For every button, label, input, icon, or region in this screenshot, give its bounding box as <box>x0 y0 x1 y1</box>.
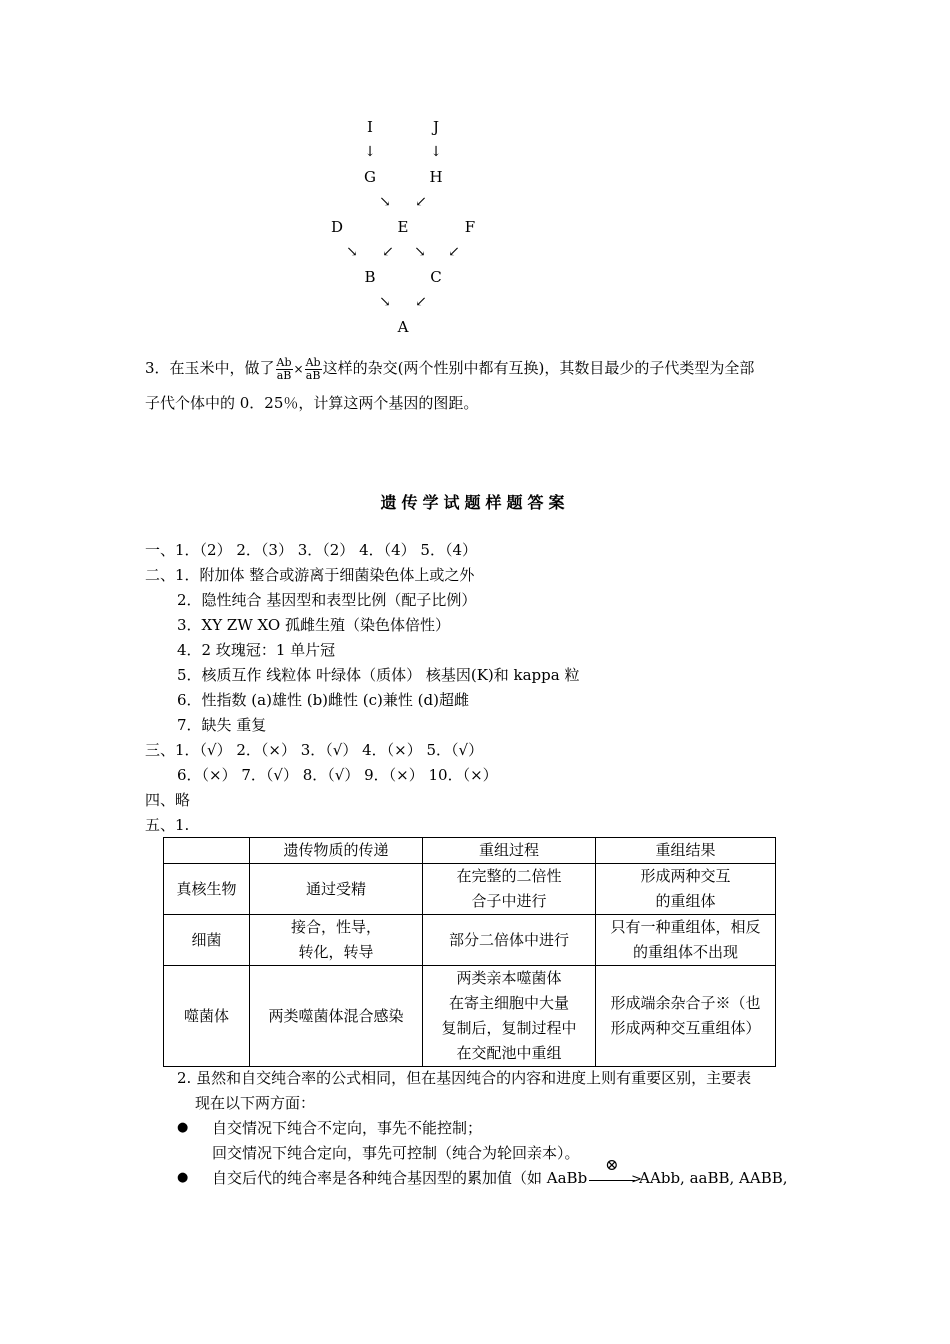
arrow-b-a: ↘ <box>379 294 391 310</box>
node-f: F <box>464 218 476 236</box>
table-cell-result <box>596 864 776 915</box>
arrow-g-e: ↘ <box>379 194 391 210</box>
q5-2-line2: 现在以下两方面： <box>195 1094 316 1112</box>
arrow-e-b: ↙ <box>382 244 394 260</box>
node-a: A <box>397 318 409 336</box>
bullet-1-line1: 自交情况下纯合不定向，事先不能控制； <box>212 1119 483 1137</box>
selfing-arrow <box>587 1155 643 1189</box>
bullet-1: ● <box>177 1120 189 1135</box>
table-cell-transfer <box>250 915 423 966</box>
table-cell-process <box>423 864 596 915</box>
section-2-line-4: 4．2 玫瑰冠：1 单片冠 <box>177 641 336 659</box>
bullet-2-suffix: AAbb, aaBB, AABB, <box>639 1169 788 1187</box>
section-2-line-7: 7．缺失 重复 <box>177 716 267 734</box>
cell-line: 的重组体不出现 <box>632 943 738 961</box>
section-2-line-2: 2．隐性纯合 基因型和表型比例（配子比例） <box>177 591 477 609</box>
cell-line: 转化，转导 <box>298 943 374 961</box>
section-1-answers: 一、1．（2） 2．（3） 3．（2） 4．（4） 5．（4） <box>145 541 478 559</box>
fraction-1 <box>276 357 293 382</box>
q3-suffix: 这样的杂交(两个性别中都有互换)，其数目最少的子代类型为全部 <box>322 359 755 377</box>
section-4: 四、略 <box>145 791 191 809</box>
fraction-2 <box>305 357 322 382</box>
table-cell-transfer <box>250 966 423 1067</box>
cell-line: 两类亲本噬菌体 <box>456 969 562 987</box>
table-header-cell: 重组结果 <box>596 838 776 864</box>
bullet-1-line2: 回交情况下纯合定向，事先可控制（纯合为轮回亲本）。 <box>212 1144 580 1162</box>
recombination-table <box>163 837 776 1067</box>
self-cross-icon: ⊗ <box>605 1155 619 1174</box>
table-cell-process <box>423 966 596 1067</box>
cell-line: 形成两种交互 <box>640 867 731 885</box>
table-cell-process <box>423 915 596 966</box>
times-sign: × <box>293 362 304 376</box>
cell-line: 部分二倍体中进行 <box>448 930 569 949</box>
node-d: D <box>330 218 344 236</box>
arrow-head-icon: > <box>631 1172 643 1187</box>
arrow-h-e: ↙ <box>415 194 427 210</box>
answers-title: 遗传学试题样题答案 <box>380 493 570 512</box>
table-cell-result <box>596 915 776 966</box>
fraction-2-numerator: Ab <box>305 355 321 369</box>
table-cell-organism: 细菌 <box>164 915 250 966</box>
table-cell-organism: 噬菌体 <box>164 966 250 1067</box>
node-g: G <box>364 168 376 186</box>
fraction-2-denominator: aB <box>305 368 321 382</box>
arrow-line <box>589 1180 635 1181</box>
question-3-line2: 子代个体中的 0．25％，计算这两个基因的图距。 <box>145 394 479 412</box>
fraction-1-denominator: aB <box>276 368 292 382</box>
arrow-f-c: ↙ <box>448 244 460 260</box>
section-3-line-1: 三、1．（√） 2．（×） 3．（√） 4．（×） 5．（√） <box>145 741 484 759</box>
node-c: C <box>430 268 442 286</box>
bullet-2-text <box>212 1155 788 1189</box>
cell-line: 在寄主细胞中大量 <box>448 994 569 1012</box>
arrow-c-a: ↙ <box>415 294 427 310</box>
cell-line: 在交配池中重组 <box>456 1044 562 1062</box>
cell-line: 复制后，复制过程中 <box>441 1019 577 1037</box>
arrow-j-h: ↓ <box>430 144 442 160</box>
node-i: I <box>367 118 373 136</box>
cell-line: 的重组体 <box>655 892 716 910</box>
section-2-line-5: 5．核质互作 线粒体 叶绿体（质体） 核基因(K)和 kappa 粒 <box>177 666 580 684</box>
cell-line: 通过受精 <box>305 879 366 898</box>
table-cell-transfer <box>250 864 423 915</box>
cell-line: 只有一种重组体，相反 <box>610 918 761 936</box>
node-j: J <box>432 118 439 136</box>
table-cell-organism: 真核生物 <box>164 864 250 915</box>
arrow-e-c: ↘ <box>414 244 426 260</box>
cell-line: 在完整的二倍性 <box>456 867 562 885</box>
section-2-line-1: 二、1．附加体 整合或游离于细菌染色体上或之外 <box>145 566 475 584</box>
node-e: E <box>397 218 409 236</box>
cell-line: 两类噬菌体混合感染 <box>268 1006 404 1025</box>
arrow-d-b: ↘ <box>346 244 358 260</box>
node-h: H <box>429 168 443 186</box>
node-b: B <box>364 268 376 286</box>
cell-line: 合子中进行 <box>471 892 547 910</box>
table-row <box>164 915 776 966</box>
arrow-i-g: ↓ <box>364 144 376 160</box>
table-header-cell: 重组过程 <box>423 838 596 864</box>
fraction-1-numerator: Ab <box>276 355 292 369</box>
table-row <box>164 966 776 1067</box>
section-5-heading: 五、1. <box>145 816 190 834</box>
table-row <box>164 864 776 915</box>
question-3-line1 <box>145 356 754 382</box>
bullet-2-prefix: 自交后代的纯合率是各种纯合基因型的累加值（如 AaBb <box>212 1169 588 1187</box>
section-2-line-3: 3．XY ZW XO 孤雌生殖（染色体倍性） <box>177 616 450 634</box>
table-header-cell: 遗传物质的传递 <box>250 838 423 864</box>
cell-line: 接合，性导， <box>290 918 381 936</box>
cell-line: 形成端余杂合子※（也 <box>610 994 761 1012</box>
cell-line: 形成两种交互重组体） <box>610 1019 761 1037</box>
table-header-cell <box>164 838 250 864</box>
table-header-row <box>164 838 776 864</box>
bullet-2: ● <box>177 1170 189 1185</box>
section-3-line-2: 6．（×） 7．（√） 8．（√） 9．（×） 10．（×） <box>177 766 498 784</box>
section-2-line-6: 6．性指数 (a)雄性 (b)雌性 (c)兼性 (d)超雌 <box>177 691 469 709</box>
q3-prefix: 3．在玉米中，做了 <box>145 359 275 377</box>
q5-2-line1: 2. 虽然和自交纯合率的公式相同，但在基因纯合的内容和进度上则有重要区别，主要表 <box>177 1069 752 1087</box>
table-cell-result <box>596 966 776 1067</box>
